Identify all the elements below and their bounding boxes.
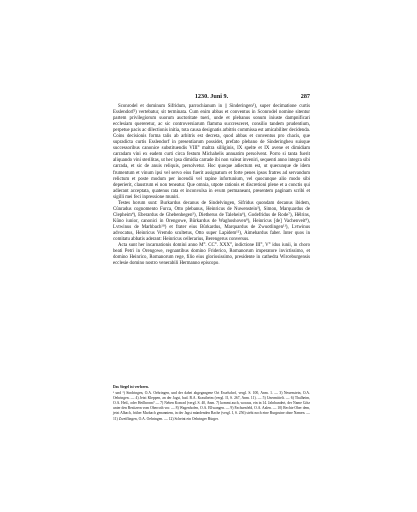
page-number: 287 [300, 93, 310, 100]
header-date: 1230. Juni 9. [194, 93, 229, 100]
seal-note: Das Siegel ist verloren. [113, 385, 149, 389]
footnote-text: ¹ und ²) Sindringen, O.A. Oehringen, und der dabei abgegangene Ort Esselsdorf, vergl. S. 100, Anm. 1. — 3) Neuenstein, O.A. Oehringen. — 4) Jetzt Kleppen, an der Jagst, bad. B.A. Krautheim (vergl. II, S. 267, Anm. 11). — 5) Unermittelt. — 6) Thalheim, O.A. Heil., oder Heilbronn? — 7) Neben Konrad (vergl. S. 40, Anm. 7) kommt auch, woraus, ein in 14. Jahrhundert, der Name Götz unter den Bestizern vom Oberroth vor. — 8) Wagenhofen, O.A. Ellwangen. — 9) Fachsenfeld, O.A. Aalen. — 10) Rechte Ober dem, jetzt Albach, früher Marbach genanntem, in der Jagst mündenden Bache (vergl. I, S. 256) steht noch eine Burgruine ohne Namen. — 11) Zweiflingen, O.A. Oehringen. — 12) Scheint ein Oehringer Bürger. [113, 391, 310, 421]
dating-paragraph: Acta sunt her incarnationis domini anno M°. CC°. XXX°, indictione III°, V° idus iunii, in choro beati Petri in Orengowe, regnantibus domino Friderico, Romanorum imperatore invictissimo, et domino Heinrico, Romanorum rege, filio eius gloriosissimo, presidente in cathedra Wirceburgensis ecclesie domino nostro venerabili Hermanno episcopo. [113, 243, 310, 267]
witness-paragraph: Testes horum sunt: Burkardus decanus de Sindelvingen, Sifridus quondam decanus ibidem, Cûnradus cognomento Furca, Otto plebanus, Heinricus de Nuwenstein³), Simon, Marquardus de Clepheim⁴), Eberardus de Ghebenhegen⁵), Dietherus de Talehein⁶), Godefridus de Rode⁷), Hêlrins, Kûno iunior, canonici in Orengowe, Bûrkardus de Waghoshoven⁸), Heinricus [de] Vachenveit⁹), Lvtwinus de Marhbach¹⁰) et frater eius Bûrkardus, Marquardus de Zwuotlingen¹¹), Lvtwinus advocatus, Heinricus Vremdo scultetus, Otto super Lapidem¹²), Aimehardus faber. Inter quos in comitatu abbatis aderant: Heinricus cellerarius, Berengerus conversus. [113, 200, 310, 243]
charter-paragraph: Sconrodel et dominum Sifridum, parrochianum in || Sinderingen¹), super decimatione curtis Esslendorf²) vertebatur, sit terminata. Cum enim abbas et conventus in Sconrodel nomine sitentur partem privilegiorum suorum auctoritate tueri, unde et plebanus sonum iniuste dampnificari ecclesiam quereretur, ac sic controversiarum flamma succresceret, consilio tandem prudentium, perpetue pacis ac dilectionis initia, tota causa designatis arbitris commissa est amicabiliter decidenda. Coins decisionis forma talis ab arbitris est decreta, quod abbas et conventus pro chacis, que supradicta curtis Esslendorf in presentiarum possidet, prefato plebano de Sinderingheu suisque successoribus canonice substituendis VIII° maltra silliginis, IX spelte et IX avene et dimidiam carradam vini ex eadem curti circa festum Michahelis annuatim persolvent. Porro si tanta fuerit aliquando vini sterilitas, ut hec ipsa dimidia carrade ibi non valeat inveniri, sequenti anno integra sibi carrada, et sic de anuis reliquis, persolvetur. Hoc quoque adiectum est, ut quecunque de idem frumentum et vinum ipsi vel servo eius fuerit assignatum et forte penes ipsos fratres ad servandum relictum et poste modum per incendii vel rapine infortunium, vel quocunque alio modo sibi deperierit, claustrum ei non teneatur. Que omnia, utpote rationis et discretioni plene et a conctis qui adierant acceptata, quatenus rata et inconvulsa in evum permaneant, presentem paginam scribi et sigilli mei feci inpressione muniri. [113, 104, 310, 200]
page-header [113, 93, 310, 103]
footnotes [113, 385, 310, 422]
charter-text [113, 104, 310, 267]
